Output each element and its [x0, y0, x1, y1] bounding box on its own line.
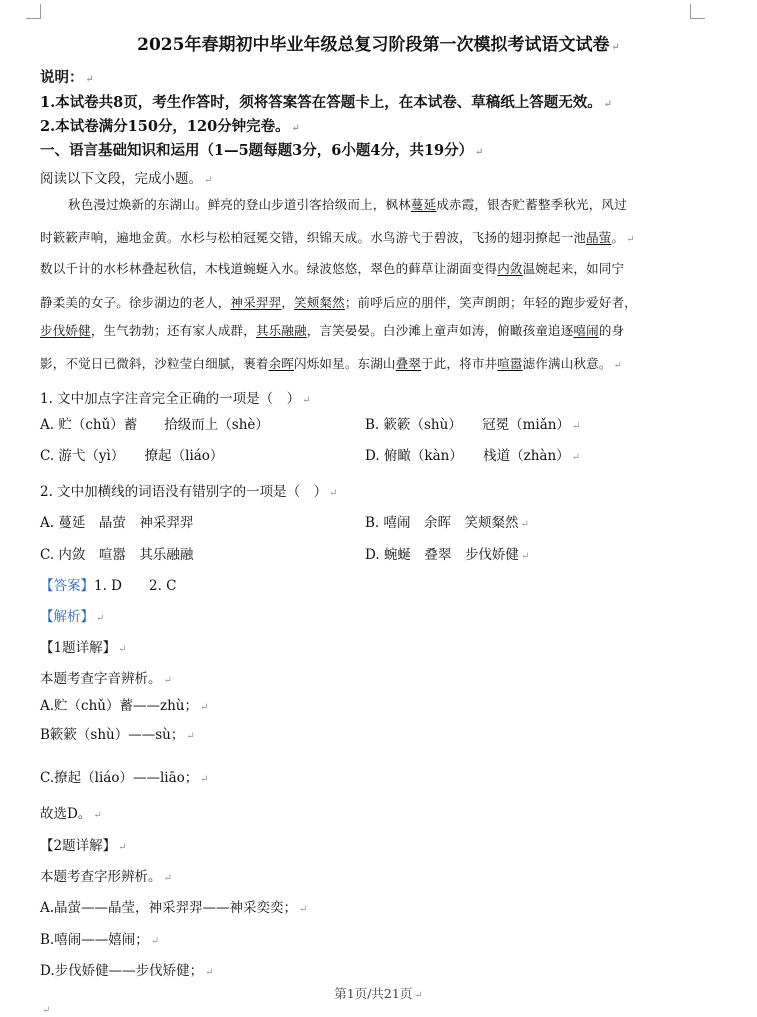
analysis-label: 【解析】 ↵ — [40, 609, 105, 625]
reading-instruction: 阅读以下文段，完成小题。 ↵ — [40, 171, 213, 187]
passage-line: 影，不觉日已微斜，沙粒莹白细腻，裹着余晖闪烁如星。东湖山叠翠于此，将市井喧嚣滤作满山秋意。 ↵ — [40, 356, 623, 371]
detail-2-item-b: B.嘻闹——嬉闹； ↵ — [40, 932, 160, 948]
document-title: 2025年春期初中毕业年级总复习阶段第一次模拟考试语文试卷 ↵ — [137, 35, 620, 55]
detail-2-intro: 本题考查字形辨析。 ↵ — [40, 869, 172, 885]
question-1-stem: 1. 文中加点字注音完全正确的一项是（ ） ↵ — [40, 391, 311, 407]
detail-1-intro: 本题考查字音辨析。 ↵ — [40, 671, 172, 687]
detail-1-item-b: B簌簌（shù）——sù； ↵ — [40, 727, 195, 743]
question-2-option-c: C. 内敛 喧嚣 其乐融融 — [40, 547, 194, 563]
underlined-word: 喧嚣 — [497, 356, 523, 371]
question-2-stem: 2. 文中加横线的词语没有错别字的一项是（ ） ↵ — [40, 484, 338, 500]
underlined-word: 神采羿羿 — [230, 295, 282, 310]
crop-mark-top-left — [26, 4, 41, 19]
question-1-option-b: B. 簌簌（shù） 冠冕（miǎn） ↵ — [365, 417, 581, 433]
notes-line-2: 2.本试卷满分150分，120分钟完卷。 ↵ — [40, 118, 301, 135]
underlined-word: 晶萤 — [586, 230, 612, 245]
underlined-word: 叠翠 — [395, 356, 422, 371]
answer-label: 【答案】 — [40, 578, 94, 594]
underlined-word: 内敛 — [497, 261, 523, 276]
underlined-word: 笑颊粲然 — [294, 295, 345, 310]
passage-line: 时簌簌声响，遍地金黄。水杉与松柏冠冕交错，织锦天成。水鸟游弋于碧波，飞扬的翅羽撩起一池晶萤。 ↵ — [40, 230, 635, 245]
detail-2-item-d: D.步伐娇健——步伐矫健； ↵ — [40, 963, 214, 979]
underlined-word: 步伐娇健 — [40, 323, 91, 338]
detail-1-item-c: C.撩起（liáo）——liāo； ↵ — [40, 770, 209, 786]
paragraph-mark: ↵ — [42, 1005, 51, 1016]
detail-2-item-a: A.晶萤——晶莹，神采羿羿——神采奕奕； ↵ — [40, 900, 308, 916]
question-2-option-d: D. 蜿蜒 叠翠 步伐娇健 ↵ — [365, 547, 530, 563]
question-1-option-d: D. 俯瞰（kàn） 栈道（zhàn） ↵ — [365, 448, 581, 464]
underlined-word: 蔓延 — [410, 197, 437, 212]
question-1-option-c: C. 游弋（yì） 撩起（liáo） — [40, 448, 224, 464]
passage-line: 步伐娇健，生气勃勃；还有家人成群，其乐融融，言笑晏晏。白沙滩上童声如涛，俯瞰孩童追逐嘻闹的身 — [40, 323, 625, 338]
section-heading: 一、语言基础知识和运用（1—5题每题3分，6小题4分，共19分） ↵ — [40, 142, 484, 159]
passage-line: 数以千计的水杉林叠起秋信，木栈道蜿蜒入水。绿波悠悠，翠色的藓草让湖面变得内敛温婉起来，如同宁 — [40, 261, 625, 276]
underlined-word: 其乐融融 — [255, 323, 307, 338]
notes-heading: 说明： ↵ — [40, 69, 94, 86]
underlined-word: 嘻闹 — [573, 323, 599, 338]
answer-line: 【答案】1. D 2. C — [40, 578, 177, 594]
passage-line: 静柔美的女子。徐步湖边的老人，神采羿羿，笑颊粲然；前呼后应的朋伴，笑声朗朗；年轻的跑步爱好者， — [40, 295, 637, 310]
question-2-option-a: A. 蔓延 晶萤 神采羿羿 — [40, 515, 194, 531]
page-footer: 第1页/共21页 ↵ — [334, 986, 423, 1001]
notes-line-1: 1.本试卷共8页，考生作答时，须将答案答在答题卡上，在本试卷、草稿纸上答题无效。 ↵ — [40, 94, 613, 111]
detail-2-heading: 【2题详解】 ↵ — [40, 838, 127, 854]
underlined-word: 余晖 — [268, 356, 295, 371]
passage-line: 秋色漫过焕新的东湖山。鲜亮的登山步道引客拾级而上，枫林蔓延成赤霞，银杏贮蓄整季秋光，风过 — [68, 197, 627, 212]
detail-1-heading: 【1题详解】 ↵ — [40, 640, 127, 656]
question-1-option-a: A. 贮（chǔ）蓄 拾级而上（shè） — [40, 417, 269, 433]
detail-1-choice: 故选D。 ↵ — [40, 806, 102, 822]
question-2-option-b: B. 嘻闹 余晖 笑颊粲然 ↵ — [365, 515, 529, 531]
detail-1-item-a: A.贮（chǔ）蓄——zhù； ↵ — [40, 698, 209, 714]
crop-mark-top-right — [690, 4, 705, 19]
